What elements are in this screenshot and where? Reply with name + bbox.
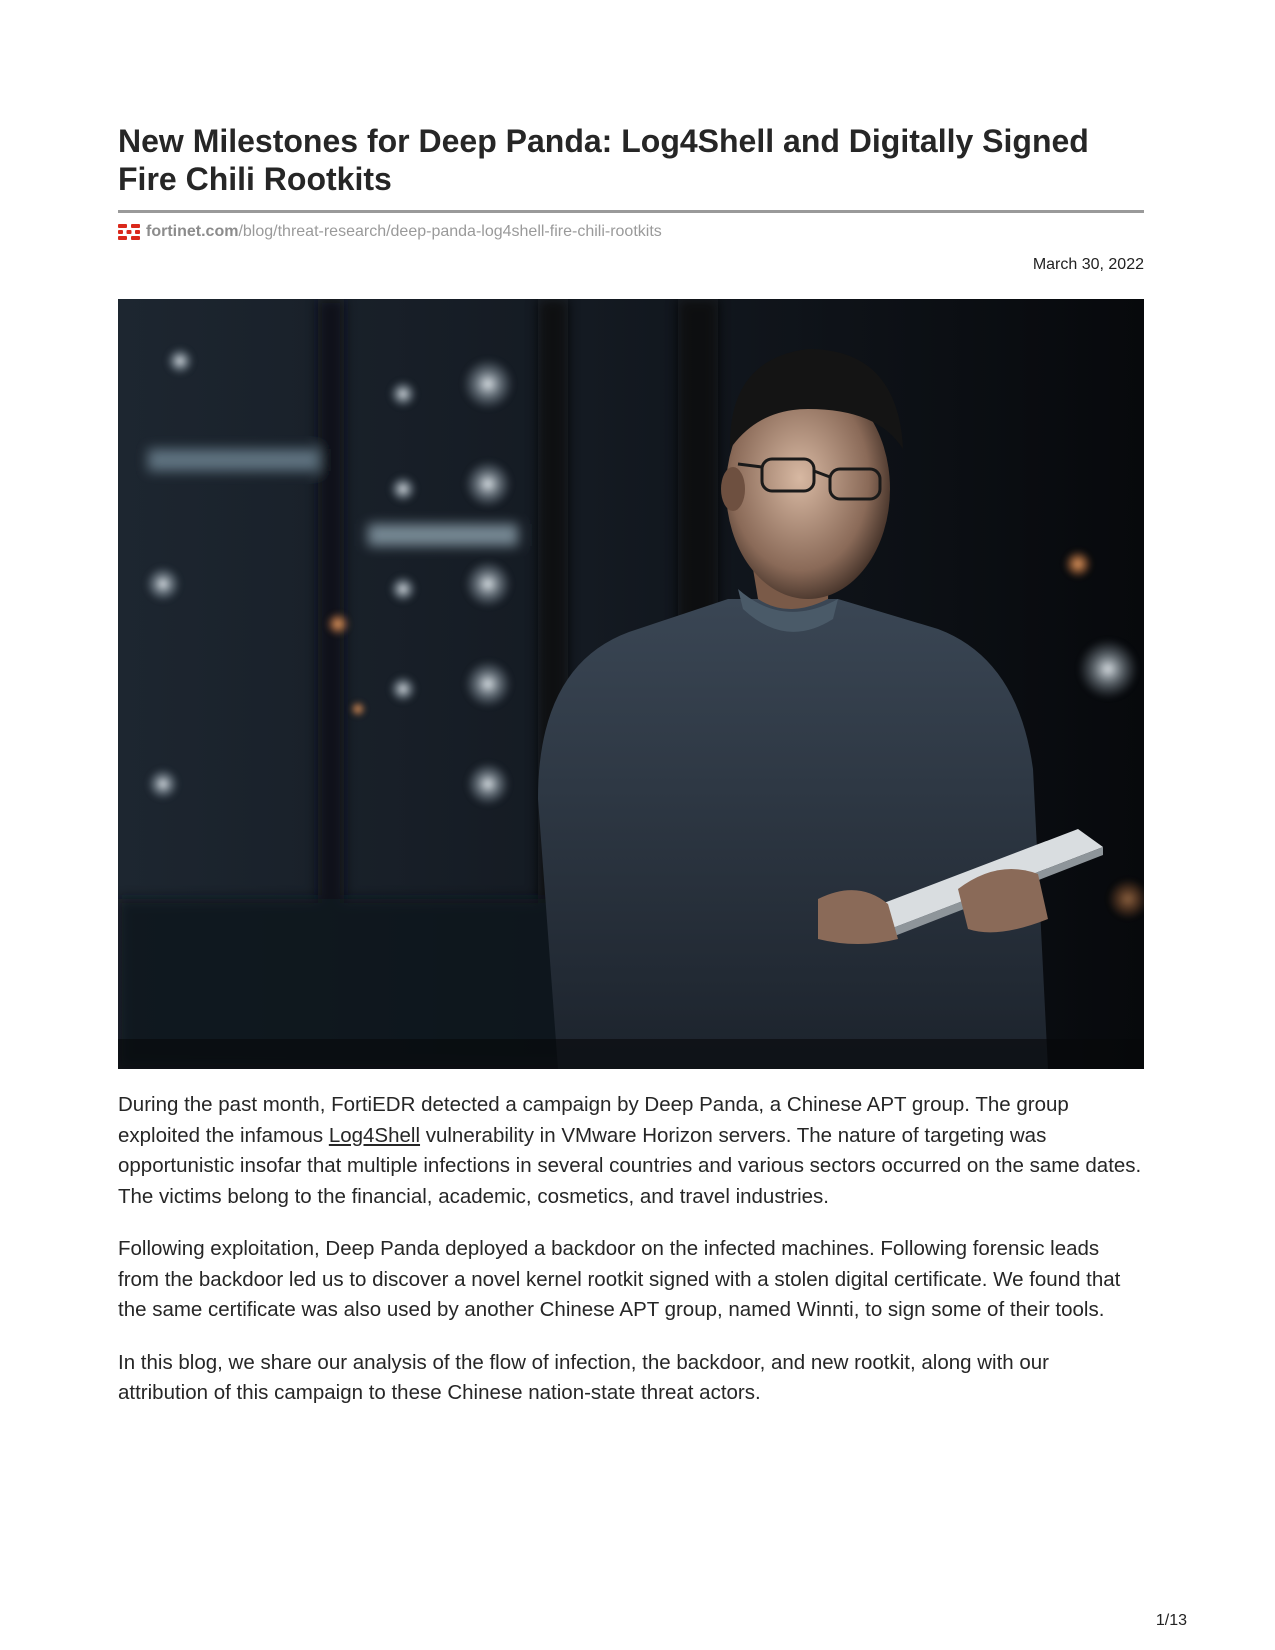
fortinet-logo-icon <box>118 224 140 240</box>
article-title: New Milestones for Deep Panda: Log4Shell and Digitally Signed Fire Chili Rootkits <box>118 123 1089 197</box>
paragraph-1 <box>118 1090 1144 1212</box>
page-number: 1/13 <box>1155 1612 1187 1629</box>
paragraph-3: In this blog, we share our analysis of the flow of infection, the backdoor, and new rootkit, along with our attribution of this campaign to these Chinese nation-state threat actors. <box>118 1350 1050 1404</box>
paragraph-1-text-end: vulnerability in VMware Horizon servers. The nature of targeting was opportunistic insofar that multiple infections in several countries and various sectors occurred on the same dates. The victims belong to the financial, academic, cosmetics, and travel industries. <box>118 1123 1142 1208</box>
publish-date: March 30, 2022 <box>1032 256 1144 273</box>
paragraph-1-text-start: During the past month, FortiEDR detected a campaign by Deep Panda, a Chinese APT group. The group exploited the infamous <box>118 1093 1069 1147</box>
paragraph-2: Following exploitation, Deep Panda deployed a backdoor on the infected machines. Following forensic leads from the backdoor led us to discover a novel kernel rootkit signed with a stolen digital certificate. We found that the same certificate was also used by another Chinese APT group, named Winnti, to sign some of their tools. <box>118 1237 1121 1321</box>
log4shell-link[interactable]: Log4Shell <box>328 1123 421 1147</box>
article-body <box>118 1090 1144 1431</box>
source-domain[interactable]: fortinet.com <box>146 223 239 240</box>
source-url[interactable] <box>118 222 662 242</box>
hero-image <box>118 299 1144 1069</box>
source-path[interactable]: /blog/threat-research/deep-panda-log4shell-fire-chili-rootkits <box>238 223 662 240</box>
title-divider <box>118 210 1144 213</box>
